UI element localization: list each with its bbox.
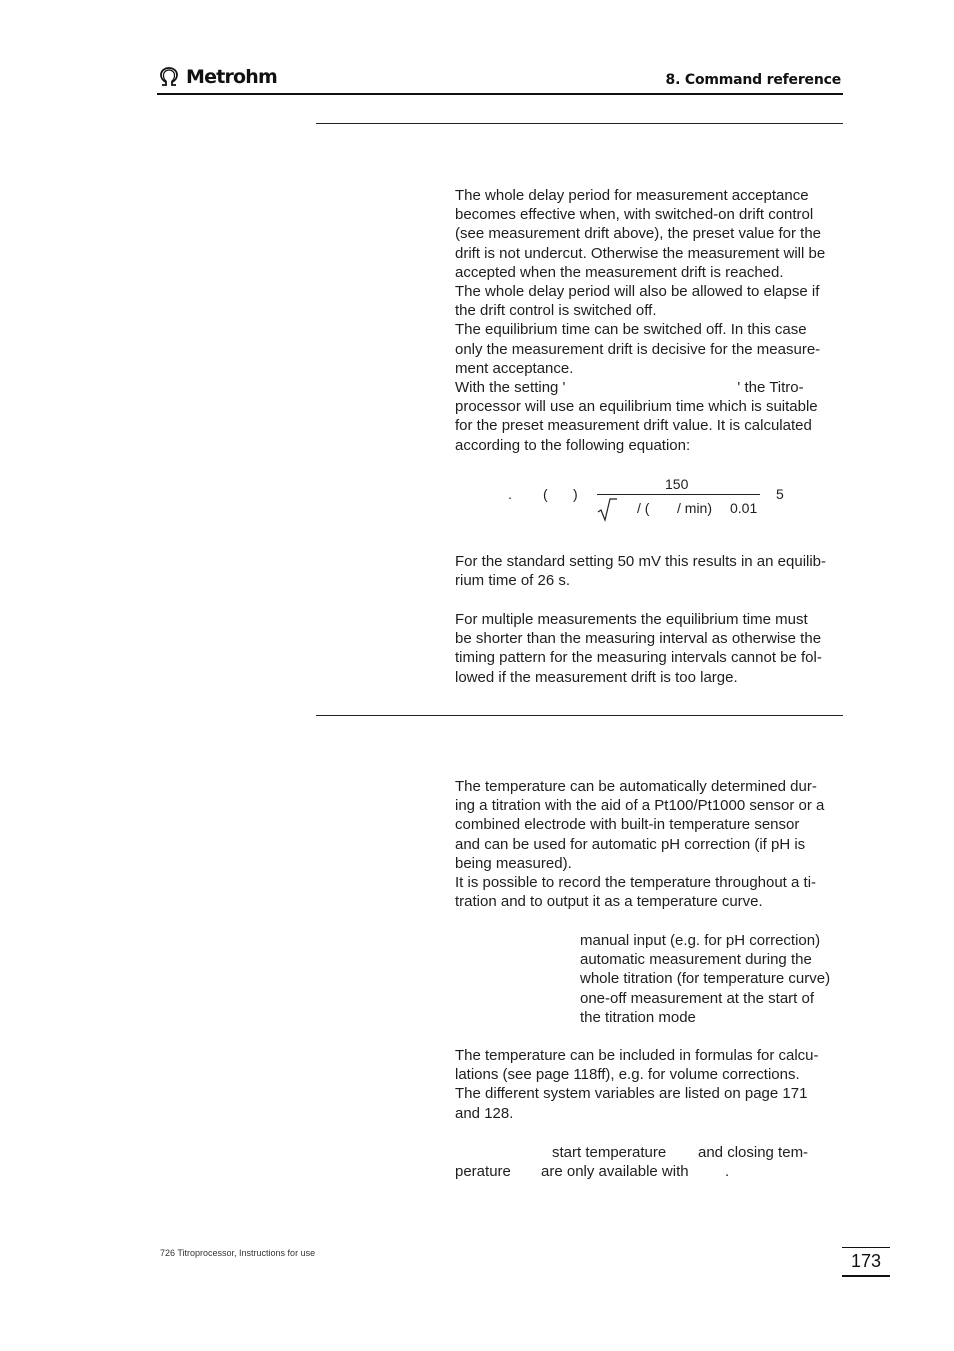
equation-denominator-b: / min)	[677, 500, 712, 516]
equation-open-paren: (	[543, 486, 548, 502]
text-line: The whole delay period for measurement acceptance	[455, 187, 809, 204]
text-line: ing a titration with the aid of a Pt100/Pt1000 sensor or a	[455, 797, 825, 815]
section-divider	[316, 715, 843, 716]
formulas-paragraph	[455, 1046, 847, 1123]
text-line: combined electrode with built-in temperature sensor	[455, 816, 800, 834]
start-temperature-label: start temperature	[552, 1144, 667, 1161]
omega-logo-icon	[158, 66, 180, 88]
list-item: manual input (e.g. for pH correction)	[580, 932, 821, 949]
equation-denominator-a: / (	[637, 500, 650, 516]
text-line: lations (see page 118ff), e.g. for volume corrections.	[455, 1066, 800, 1084]
fraction-bar	[597, 494, 760, 495]
header-rule	[157, 93, 843, 95]
text-line: tration and to output it as a temperature curve.	[455, 893, 763, 911]
brand-name: Metrohm	[186, 66, 278, 88]
equation-close-paren: )	[573, 486, 578, 502]
text-line: drift is not undercut. Otherwise the measurement will be	[455, 244, 826, 262]
square-root-icon	[597, 498, 617, 522]
text-line: processor will use an equilibrium time which is suitable	[455, 398, 818, 416]
temperature-paragraph	[455, 777, 847, 911]
perature-label: perature	[455, 1163, 511, 1180]
equation-addend: 5	[776, 486, 784, 502]
equation-numerator: 150	[665, 476, 689, 492]
page-number-box	[842, 1247, 890, 1277]
list-item: whole titration (for temperature curve)	[580, 970, 831, 988]
text-line: For multiple measurements the equilibrium time must	[455, 611, 808, 628]
list-item: automatic measurement during the	[580, 951, 812, 969]
text-line: The temperature can be automatically determined dur-	[455, 778, 817, 795]
list-item: one-off measurement at the start of	[580, 989, 815, 1007]
setting-line	[455, 378, 847, 397]
text-line: being measured).	[455, 854, 572, 872]
text-line: It is possible to record the temperature throughout a ti-	[455, 874, 817, 892]
equation-denominator-c: 0.01	[730, 500, 758, 516]
equation-dot: .	[508, 486, 512, 502]
footer-document-title: 726 Titroprocessor, Instructions for use	[160, 1248, 316, 1258]
availability-label: are only available with	[541, 1163, 689, 1180]
text-line: and 128.	[455, 1104, 514, 1122]
text-line: (see measurement drift above), the preset value for the	[455, 225, 822, 243]
text-line: and can be used for automatic pH correction (if pH is	[455, 835, 806, 853]
text-line: lowed if the measurement drift is too large.	[455, 668, 738, 686]
text-line: The whole delay period will also be allowed to elapse if	[455, 283, 820, 301]
equilibrium-time-paragraph	[455, 186, 847, 455]
closing-temperature-label: and closing tem-	[698, 1144, 809, 1161]
text-line: ment acceptance.	[455, 359, 574, 377]
text-line: for the preset measurement drift value. It is calculated	[455, 417, 812, 435]
setting-suffix: ' the Titro-	[737, 379, 804, 397]
text-line: only the measurement drift is decisive for the measure-	[455, 340, 821, 358]
text-line: The equilibrium time can be switched off. In this case	[455, 321, 807, 339]
list-item: the titration mode	[580, 1008, 696, 1026]
text-line: The different system variables are listed on page 171	[455, 1085, 808, 1103]
text-line: according to the following equation:	[455, 436, 691, 454]
availability-end: .	[725, 1163, 730, 1180]
text-line: be shorter than the measuring interval as otherwise the	[455, 630, 822, 648]
standard-setting-paragraph	[455, 552, 847, 590]
section-divider	[316, 123, 843, 124]
text-line: the drift control is switched off.	[455, 302, 657, 320]
text-line: accepted when the measurement drift is reached.	[455, 263, 784, 281]
section-title: 8. Command reference	[665, 72, 841, 88]
brand-logo	[158, 66, 277, 88]
setting-prefix: With the setting '	[455, 379, 566, 397]
temperature-options-list	[580, 931, 860, 1027]
page-number: 173	[850, 1251, 882, 1271]
text-line: timing pattern for the measuring intervals cannot be fol-	[455, 649, 822, 667]
text-line: For the standard setting 50 mV this results in an equilib-	[455, 553, 827, 570]
text-line: rium time of 26 s.	[455, 572, 571, 590]
text-line: becomes effective when, with switched-on drift control	[455, 206, 814, 224]
multiple-measurements-paragraph	[455, 610, 847, 687]
text-line: The temperature can be included in formulas for calcu-	[455, 1047, 819, 1064]
